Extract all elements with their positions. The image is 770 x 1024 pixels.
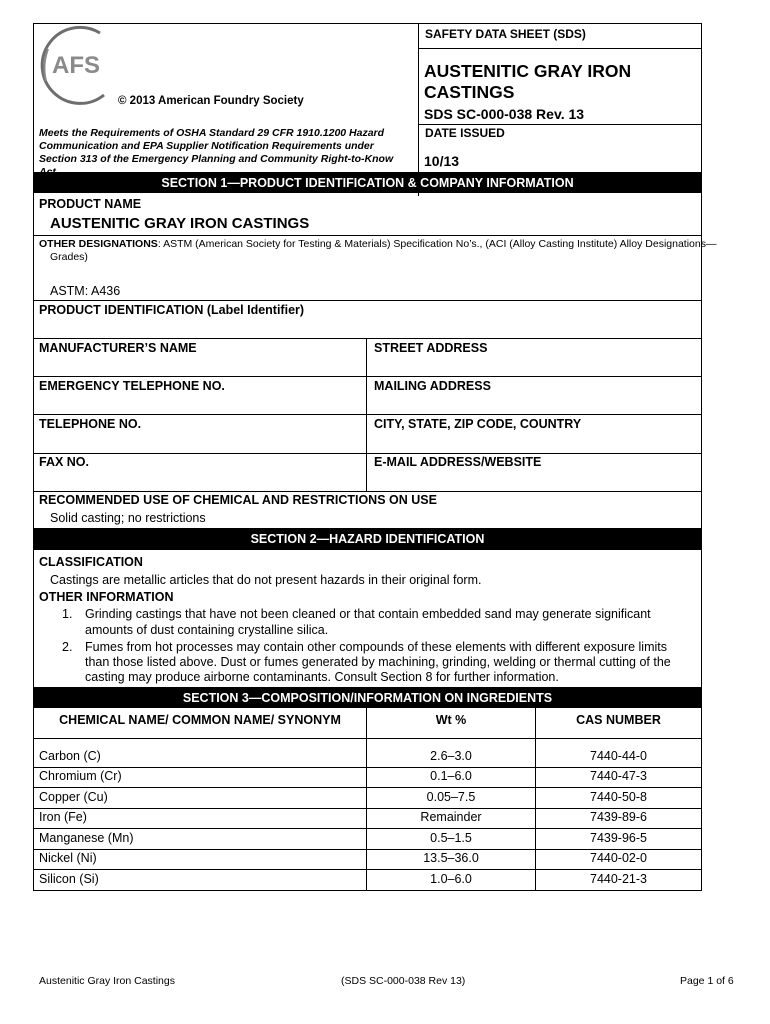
section1-title: SECTION 1—PRODUCT IDENTIFICATION & COMPANY INFORMATION — [161, 175, 574, 190]
item2-number: 2. — [62, 640, 73, 654]
classification-text: Castings are metallic articles that do not present hazards in their original form. — [50, 573, 482, 587]
section2-title: SECTION 2—HAZARD IDENTIFICATION — [250, 532, 485, 546]
other-designations — [39, 238, 716, 250]
city-state-zip-label: CITY, STATE, ZIP CODE, COUNTRY — [374, 417, 582, 431]
footer-left: Austenitic Gray Iron Castings — [39, 975, 175, 987]
item2-line2: than those listed above. Dust or fumes generated by machining, grinding, welding or thermal cutting of the — [85, 655, 671, 669]
classification-label: CLASSIFICATION — [39, 555, 143, 569]
item1-line1: Grinding castings that have not been cleaned or that contain embedded sand may generate significant — [85, 607, 651, 621]
table-header-rule — [34, 738, 701, 739]
col-header-cas: CAS NUMBER — [576, 713, 661, 727]
other-designations-label: OTHER DESIGNATIONS — [39, 238, 158, 250]
chemical-wt: 0.05–7.5 — [426, 790, 476, 804]
date-issued-label: DATE ISSUED — [425, 126, 505, 140]
copyright-text: © 2013 American Foundry Society — [118, 95, 304, 107]
chemical-wt: 2.6–3.0 — [430, 749, 472, 763]
rule-emergency — [34, 414, 701, 415]
chemical-wt: 0.1–6.0 — [430, 769, 472, 783]
rule-product-name — [34, 235, 701, 236]
item1-number: 1. — [62, 607, 73, 621]
email-website-label: E-MAIL ADDRESS/WEBSITE — [374, 455, 542, 469]
sds-number: SDS SC-000-038 Rev. 13 — [424, 106, 585, 122]
chemical-wt: Remainder — [420, 810, 482, 824]
col-header-chemical-name: CHEMICAL NAME/ COMMON NAME/ SYNONYM — [59, 713, 341, 727]
chemical-name: Iron (Fe) — [39, 810, 87, 824]
chemical-wt: 0.5–1.5 — [430, 831, 472, 845]
header-rule-1 — [418, 48, 702, 49]
chemical-name: Nickel (Ni) — [39, 851, 97, 865]
street-address-label: STREET ADDRESS — [374, 341, 488, 355]
afs-logo-text: AFS — [52, 52, 100, 79]
item2-line1: Fumes from hot processes may contain other compounds of these elements with different exposure limits — [85, 640, 667, 654]
doc-type: SAFETY DATA SHEET (SDS) — [425, 27, 586, 41]
telephone-label: TELEPHONE NO. — [39, 417, 142, 431]
col-header-wt: Wt % — [435, 713, 467, 727]
chemical-cas: 7440-44-0 — [590, 749, 647, 763]
rule-manufacturer — [34, 376, 701, 377]
chemical-name: Chromium (Cr) — [39, 769, 122, 783]
emergency-telephone-label: EMERGENCY TELEPHONE NO. — [39, 379, 225, 393]
other-designations-cont: Grades) — [50, 251, 88, 263]
product-name-label: PRODUCT NAME — [39, 197, 142, 211]
date-issued-value: 10/13 — [424, 153, 460, 169]
rule-product-id — [34, 338, 701, 339]
chemical-cas: 7440-50-8 — [590, 790, 647, 804]
item2-line3: casting may produce airborne contaminants. Consult Section 8 for further information. — [85, 670, 559, 684]
mailing-address-label: MAILING ADDRESS — [374, 379, 491, 393]
chemical-wt: 13.5–36.0 — [423, 851, 479, 865]
chemical-cas: 7440-02-0 — [590, 851, 647, 865]
chemical-name: Manganese (Mn) — [39, 831, 134, 845]
product-title-line1: AUSTENITIC GRAY IRON — [424, 61, 632, 81]
item1-line2: amounts of dust containing crystalline silica. — [85, 623, 329, 637]
regulation-note: Meets the Requirements of OSHA Standard 29 CFR 1910.1200 Hazard Communication and EPA Supplier Notification Requirements under Section 313 of the Emergency Planning and Community Right-to-Know — [39, 127, 394, 165]
chemical-name: Carbon (C) — [39, 749, 101, 763]
section3-title: SECTION 3—COMPOSITION/INFORMATION ON INGREDIENTS — [182, 690, 553, 705]
chemical-name: Copper (Cu) — [39, 790, 108, 804]
recommended-use-label: RECOMMENDED USE OF CHEMICAL AND RESTRICTIONS ON USE — [39, 493, 437, 507]
chemical-cas: 7439-96-5 — [590, 831, 647, 845]
other-information-label: OTHER INFORMATION — [39, 590, 174, 604]
section1-bar — [34, 172, 701, 193]
other-designations-text: : ASTM (American Society for Testing & Materials) Specification No’s., (ACI (Alloy Casting Institute) Alloy Designations— — [157, 238, 717, 250]
section2-bar — [34, 528, 701, 550]
section3-bar — [34, 687, 701, 708]
chemical-cas: 7440-21-3 — [590, 872, 647, 886]
astm-value: ASTM: A436 — [50, 284, 121, 298]
footer-center: (SDS SC-000-038 Rev 13) — [341, 975, 466, 987]
chemical-wt: 1.0–6.0 — [430, 872, 472, 886]
recommended-use-value: Solid casting; no restrictions — [50, 511, 206, 525]
header-rule-2 — [418, 124, 702, 125]
fax-label: FAX NO. — [39, 455, 90, 469]
product-title-line2: CASTINGS — [424, 82, 515, 102]
chemical-cas: 7439-89-6 — [590, 810, 647, 824]
chemical-cas: 7440-47-3 — [590, 769, 647, 783]
rule-fax — [34, 491, 701, 492]
footer-page-number: Page 1 of 6 — [680, 975, 734, 987]
rule-telephone — [34, 453, 701, 454]
afs-logo — [38, 25, 118, 105]
rule-astm — [34, 300, 701, 301]
chemical-name: Silicon (Si) — [39, 872, 99, 886]
product-identification-label: PRODUCT IDENTIFICATION (Label Identifier) — [39, 303, 305, 317]
product-name-value: AUSTENITIC GRAY IRON CASTINGS — [50, 215, 310, 232]
manufacturer-label: MANUFACTURER’S NAME — [39, 341, 197, 355]
